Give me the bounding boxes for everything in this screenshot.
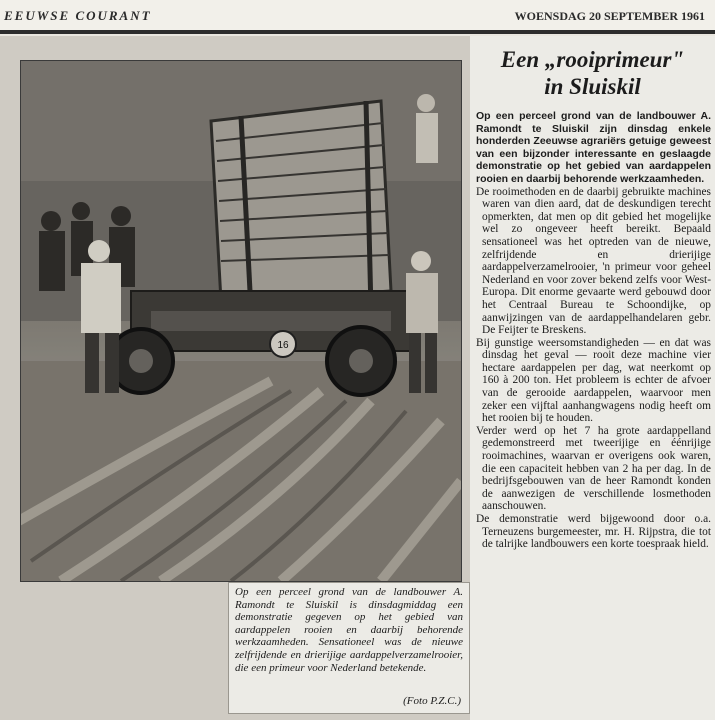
- article-paragraph: Verder werd op het 7 ha grote aardappelland gedemonstreerd met tweerijige en éénrijige rooimachines, waarvan er overigens ook waren, die een capaciteit hebben van 2 ha per dag. In de bedrijfsgebouwen van de heer Ramondt konden de aanwezigen de verschillende losmethoden aanschouwen.: [476, 424, 711, 513]
- masthead: [0, 0, 715, 30]
- caption-text: Op een perceel grond van de landbouwer A. Ramondt te Sluiskil is dinsdagmiddag een demonstratie gegeven op het gebied van aardappelen rooien en daarbij behorende werkzaamheden. Sensationeel was de nieuwe zelfrijdende en drierijige aardappelverzamelrooier, die een primeur voor Nederland betekende.: [235, 586, 463, 674]
- article-paragraph: De demonstratie werd bijgewoond door o.a. Terneuzens burgemeester, mr. H. Rijpstra, die tot de talrijke landbouwers een korte toespraak hield.: [476, 513, 711, 551]
- headline-line-2: in Sluiskil: [544, 74, 641, 99]
- news-photo: [20, 60, 462, 582]
- masthead-rule: [0, 30, 715, 34]
- photo-caption: [228, 582, 470, 714]
- article-paragraph: Bij gunstige weersomstandigheden — en dat was dinsdag het geval — rooit deze machine vier hectare aardappelen per dag, wat neerkomt op 160 à 200 ton. Het probleem is echter de afvoer van de gerooide aardappelen, waarvoor men zeker een vijftal aanhangwagens nodig heeft om het rooien bij te houden.: [476, 336, 711, 425]
- date-line: WOENSDAG 20 SEPTEMBER 1961: [514, 9, 705, 23]
- photo-credit: (Foto P.Z.C.): [403, 695, 461, 707]
- article-lead: Op een perceel grond van de landbouwer A. Ramondt te Sluiskil zijn dinsdag enkele honderden Zeeuwse agrariërs getuige geweest van een bijzonder interessante en geslaagde demonstratie op het gebied van aardappelen rooien en daarbij behorende werkzaamheden.: [476, 110, 711, 185]
- article-headline: [476, 46, 709, 100]
- wheel-number: 16: [277, 340, 289, 351]
- article-paragraph: De rooimethoden en de daarbij gebruikte machines waren van dien aard, dat de deskundigen terecht opmerkten, dat men op dit gebied het mogelijke wel zo ongeveer heeft bereikt. Bepaald sensationeel was het optreden van de nieuwe, zelfrijdende en drierijige aardappelverzamelrooier, 'n primeur voor geheel Nederland en voor zover bekend zelfs voor West-Europa. Dit enorme gevaarte werd gebouwd door het Centraal Bureau te Schoondijke, op aanwijzingen van de aardappelhandelaren gebr. De Feijter te Breskens.: [476, 185, 711, 337]
- harvester-photo-illustration: [21, 61, 461, 581]
- article-body: [470, 186, 715, 551]
- newspaper-name: EEUWSE COURANT: [4, 8, 152, 23]
- article-column: [470, 36, 715, 720]
- headline-line-1: Een „rooiprimeur": [500, 47, 685, 72]
